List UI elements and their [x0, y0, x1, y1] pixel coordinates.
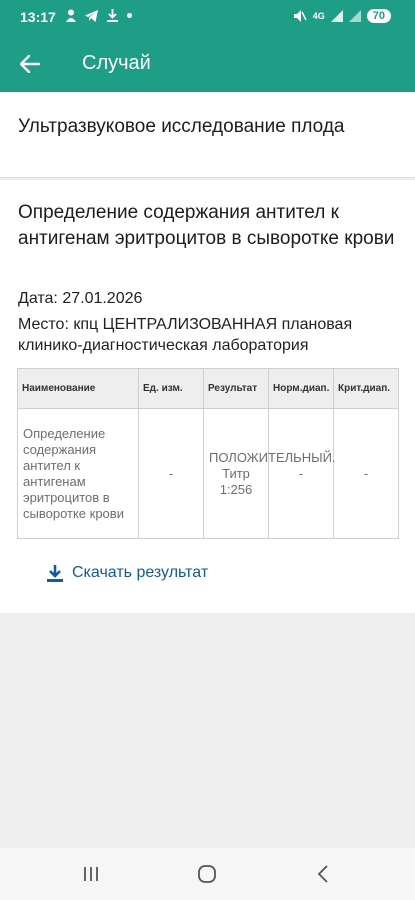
status-system-icons — [294, 9, 391, 23]
download-status-icon — [107, 9, 118, 22]
download-icon — [46, 564, 64, 582]
dot-icon — [127, 13, 132, 18]
table-row — [18, 409, 399, 539]
test-date: Дата: 27.01.2026 — [18, 290, 143, 307]
status-bar — [0, 0, 415, 36]
app-bar — [0, 36, 415, 92]
header-norm-range: Норм.диап. — [269, 369, 334, 409]
cell-crit-range: - — [334, 409, 399, 539]
status-time: 13:17 — [20, 9, 56, 25]
study-title: Ультразвуковое исследование плода — [18, 116, 345, 137]
page-title: Случай — [82, 52, 151, 74]
result-card — [0, 180, 415, 613]
network-type-label: 4G — [312, 11, 325, 21]
battery-badge: 70 — [367, 9, 391, 23]
nav-back-button[interactable] — [308, 862, 338, 886]
mute-icon — [294, 10, 307, 22]
study-card — [0, 92, 415, 178]
recents-button[interactable] — [76, 862, 106, 886]
header-unit: Ед. изм. — [139, 369, 204, 409]
header-result: Результат — [204, 369, 269, 409]
telegram-icon — [85, 10, 98, 22]
signal-2-icon — [349, 10, 361, 22]
test-title: Определение содержания антител к антигенам эритроцитов в сыворотке крови — [18, 202, 395, 249]
header-crit-range: Крит.диап. — [334, 369, 399, 409]
signal-icon — [331, 10, 343, 22]
cell-result: ПОЛОЖИТЕЛЬНЫЙ. Титр 1:256 — [204, 409, 269, 539]
system-nav-bar — [0, 848, 415, 900]
home-button[interactable] — [192, 862, 222, 886]
arrow-left-icon — [20, 55, 40, 73]
header-name: Наименование — [18, 369, 139, 409]
chevron-left-icon — [316, 864, 330, 884]
download-result-button[interactable] — [46, 564, 208, 582]
status-notification-icons — [66, 9, 132, 22]
cell-name: Определение содержания антител к антигенам эритроцитов в сыворотке крови — [18, 409, 139, 539]
download-label: Скачать результат — [72, 564, 209, 581]
home-icon — [197, 864, 217, 884]
results-table — [17, 368, 399, 539]
recents-icon — [82, 865, 100, 883]
person-notification-icon — [66, 9, 76, 22]
cell-norm-range: - — [269, 409, 334, 539]
cell-unit: - — [139, 409, 204, 539]
table-header-row — [18, 369, 399, 409]
test-place: Место: кпц ЦЕНТРАЛИЗОВАННАЯ плановая клинико-диагностическая лаборатория — [18, 316, 353, 354]
back-button[interactable] — [14, 48, 46, 80]
